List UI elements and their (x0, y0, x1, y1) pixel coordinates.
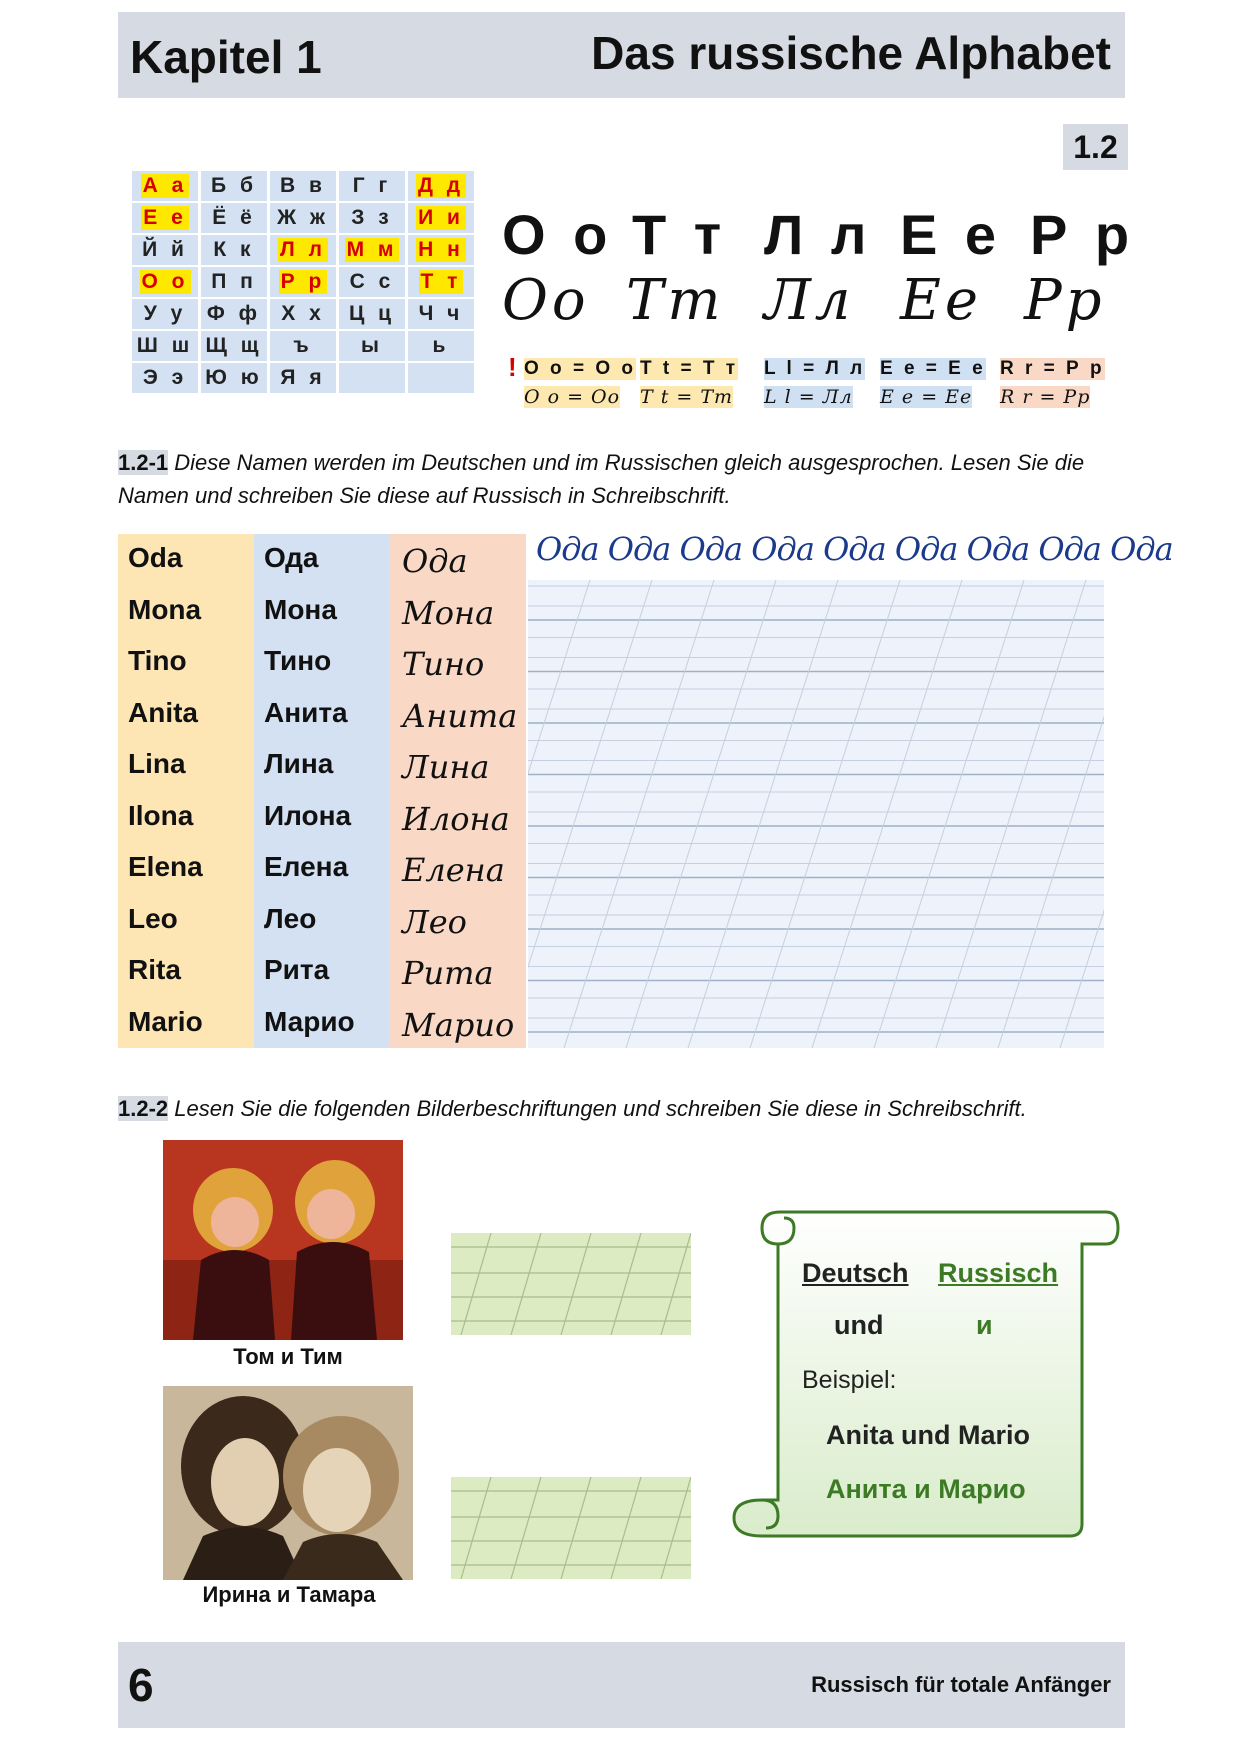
alphabet-letter: Ю ю (205, 366, 263, 389)
alphabet-cell (339, 363, 405, 393)
alphabet-cell (132, 363, 198, 393)
page-number: 6 (128, 1659, 154, 1711)
alphabet-letter: Ч ч (418, 302, 464, 325)
name-script: Мона (402, 593, 495, 632)
scroll-word-i: и (976, 1310, 993, 1340)
equivalence-print: T t = Т т (640, 358, 739, 379)
name-script: Рита (402, 954, 494, 992)
task-text: Lesen Sie die folgenden Bilderbeschriftungen und schreiben Sie diese in Schreibschrift. (174, 1096, 1027, 1121)
alphabet-letter: Д д (417, 174, 465, 197)
alphabet-letter: Щ щ (205, 334, 263, 357)
name-script: Анита (402, 696, 518, 735)
name-russian: Мона (264, 593, 337, 625)
alphabet-cell (339, 299, 405, 329)
alphabet-cell (270, 331, 336, 361)
name-german: Lina (128, 748, 186, 779)
photo-caption: Ирина и Тамара (202, 1582, 376, 1607)
alphabet-letter: А а (142, 174, 188, 197)
equivalence-print: E e = Е е (880, 358, 986, 379)
alphabet-cell (132, 203, 198, 233)
writing-example: Ода Ода Ода Ода Ода Ода Ода Ода Ода (536, 530, 1173, 568)
scroll-word-und: und (834, 1310, 884, 1340)
alphabet-cell (408, 299, 474, 329)
alphabet-cell (132, 299, 198, 329)
name-russian: Анита (264, 696, 348, 728)
print-letter: О о (502, 203, 614, 266)
script-letter: Тт (626, 268, 725, 333)
alphabet-table (132, 171, 474, 393)
alphabet-cell (408, 363, 474, 393)
names-script-column (390, 534, 526, 1048)
name-script: Лео (402, 902, 467, 941)
photo-women (163, 1386, 413, 1580)
name-german: Ilona (128, 799, 194, 831)
equivalence-print: O o = О о (524, 358, 636, 379)
name-russian: Лео (264, 902, 317, 934)
alphabet-cell (201, 267, 267, 297)
scroll-example-russian: Анита и Марио (826, 1474, 1026, 1504)
alphabet-letter: Л л (280, 238, 326, 261)
task-number: 1.2-2 (118, 1096, 169, 1121)
name-script: Елена (402, 851, 505, 889)
print-letter: Л л (764, 203, 873, 266)
print-letter: Р р (1030, 203, 1136, 266)
alphabet-cell (201, 235, 267, 265)
scroll-example-german: Anita und Mario (826, 1420, 1030, 1450)
equivalence-script: E e = Ее (880, 386, 973, 408)
name-german: Anita (128, 696, 198, 728)
alphabet-cell (201, 171, 267, 201)
alphabet-letter: И и (418, 206, 464, 229)
print-letter: Т т (632, 203, 728, 266)
alphabet-letter: Б б (211, 174, 257, 197)
name-russian: Елена (264, 851, 349, 882)
equivalence-print: R r = Р р (1000, 358, 1105, 379)
alphabet-letter: Ф ф (206, 302, 262, 325)
name-german: Oda (128, 542, 183, 573)
alphabet-cell (270, 363, 336, 393)
alphabet-letter: Я я (280, 366, 326, 389)
alphabet-cell (408, 235, 474, 265)
name-script: Илона (402, 799, 510, 838)
task-1 (118, 446, 1118, 512)
name-german: Rita (128, 954, 181, 985)
alphabet-cell (339, 203, 405, 233)
writing-box (451, 1233, 691, 1335)
footer-title: Russisch für totale Anfänger (811, 1672, 1111, 1697)
alphabet-cell (132, 235, 198, 265)
scroll-heading-deutsch: Deutsch (802, 1258, 909, 1288)
equivalence-print: L l = Л л (764, 358, 866, 379)
alphabet-letter: Ё ё (212, 206, 256, 229)
name-script: Ода (402, 542, 468, 580)
alphabet-cell (408, 171, 474, 201)
alphabet-letter: Г г (352, 174, 392, 197)
alphabet-cell (270, 171, 336, 201)
alphabet-cell (201, 363, 267, 393)
scroll-beispiel: Beispiel: (802, 1366, 897, 1394)
alphabet-letter: Ж ж (277, 206, 329, 229)
alphabet-cell (132, 267, 198, 297)
name-russian: Рита (264, 954, 330, 985)
script-letter: Рр (1024, 268, 1106, 333)
task-number: 1.2-1 (118, 450, 169, 475)
writing-box (451, 1477, 691, 1579)
name-german: Mona (128, 593, 202, 625)
photo-twins (163, 1140, 403, 1340)
alphabet-letter: Ц ц (348, 302, 396, 325)
writing-lines (528, 580, 1104, 1048)
task-text: Diese Namen werden im Deutschen und im Russischen gleich ausgesprochen. Lesen Sie die Namen und schreiben Sie diese auf Russisch in Schreibschrift. (118, 450, 1085, 508)
alphabet-letter: О о (141, 270, 189, 293)
alphabet-letter: Р р (280, 270, 326, 293)
alphabet-letter: ь (432, 334, 450, 357)
alphabet-cell (201, 203, 267, 233)
name-russian: Лина (264, 748, 334, 779)
script-letter: Лл (764, 268, 855, 333)
print-letter: Е е (900, 203, 1003, 266)
alphabet-cell (408, 331, 474, 361)
alphabet-cell (339, 171, 405, 201)
equivalence-script: R r = Рр (1000, 386, 1091, 408)
alphabet-cell (132, 331, 198, 361)
names-german-column (118, 534, 254, 1048)
name-german: Elena (128, 851, 203, 882)
name-russian: Марио (264, 1005, 355, 1037)
alphabet-cell (201, 331, 267, 361)
alphabet-letter: ы (361, 334, 383, 357)
alphabet-letter: П п (211, 270, 257, 293)
page-header (118, 12, 1125, 98)
alphabet-cell (408, 267, 474, 297)
alphabet-cell (339, 235, 405, 265)
alphabet-letter: Э э (142, 366, 188, 389)
script-letter: Ее (900, 268, 983, 333)
alphabet-cell (339, 331, 405, 361)
photo-caption: Том и Тим (233, 1344, 343, 1369)
scroll-heading-russisch: Russisch (938, 1258, 1059, 1288)
alphabet-cell (270, 235, 336, 265)
names-russian-column (254, 534, 390, 1048)
name-russian: Ода (264, 542, 319, 573)
equivalence-script: L l = Лл (764, 386, 853, 408)
vocabulary-scroll (722, 1206, 1122, 1546)
name-script: Тино (402, 645, 485, 683)
name-german: Tino (128, 645, 187, 676)
alphabet-letter: Х х (281, 302, 325, 325)
alphabet-cell (270, 299, 336, 329)
name-russian: Илона (264, 799, 352, 831)
alphabet-letter: К к (213, 238, 255, 261)
alphabet-cell (201, 299, 267, 329)
script-letter: Оо (502, 268, 590, 333)
alphabet-letter: Е е (143, 206, 187, 229)
name-russian: Тино (264, 645, 332, 676)
alphabet-letter: В в (280, 174, 326, 197)
equivalence-script: T t = Тт (640, 386, 734, 408)
page-title: Das russische Alphabet (591, 27, 1111, 79)
alphabet-cell (132, 171, 198, 201)
attention-mark: ! (508, 352, 517, 382)
page-footer (118, 1642, 1125, 1728)
alphabet-letter: ъ (293, 334, 313, 357)
section-number: 1.2 (1063, 124, 1128, 170)
alphabet-letter: У у (143, 302, 187, 325)
name-script: Марио (402, 1005, 515, 1044)
alphabet-cell (339, 267, 405, 297)
task-2 (118, 1092, 1118, 1125)
name-german: Leo (128, 902, 178, 934)
name-script: Лина (402, 748, 490, 786)
alphabet-letter: Й й (142, 238, 188, 261)
chapter-label: Kapitel 1 (130, 31, 322, 83)
alphabet-letter: М м (346, 238, 398, 261)
alphabet-letter: Ш ш (136, 334, 194, 357)
alphabet-letter: Н н (418, 238, 464, 261)
alphabet-letter: С с (349, 270, 395, 293)
equivalence-script: O o = Оо (524, 386, 621, 408)
name-german: Mario (128, 1005, 203, 1037)
alphabet-cell (270, 267, 336, 297)
alphabet-letter: З з (351, 206, 393, 229)
alphabet-cell (270, 203, 336, 233)
alphabet-letter: Т т (420, 270, 462, 293)
alphabet-cell (408, 203, 474, 233)
